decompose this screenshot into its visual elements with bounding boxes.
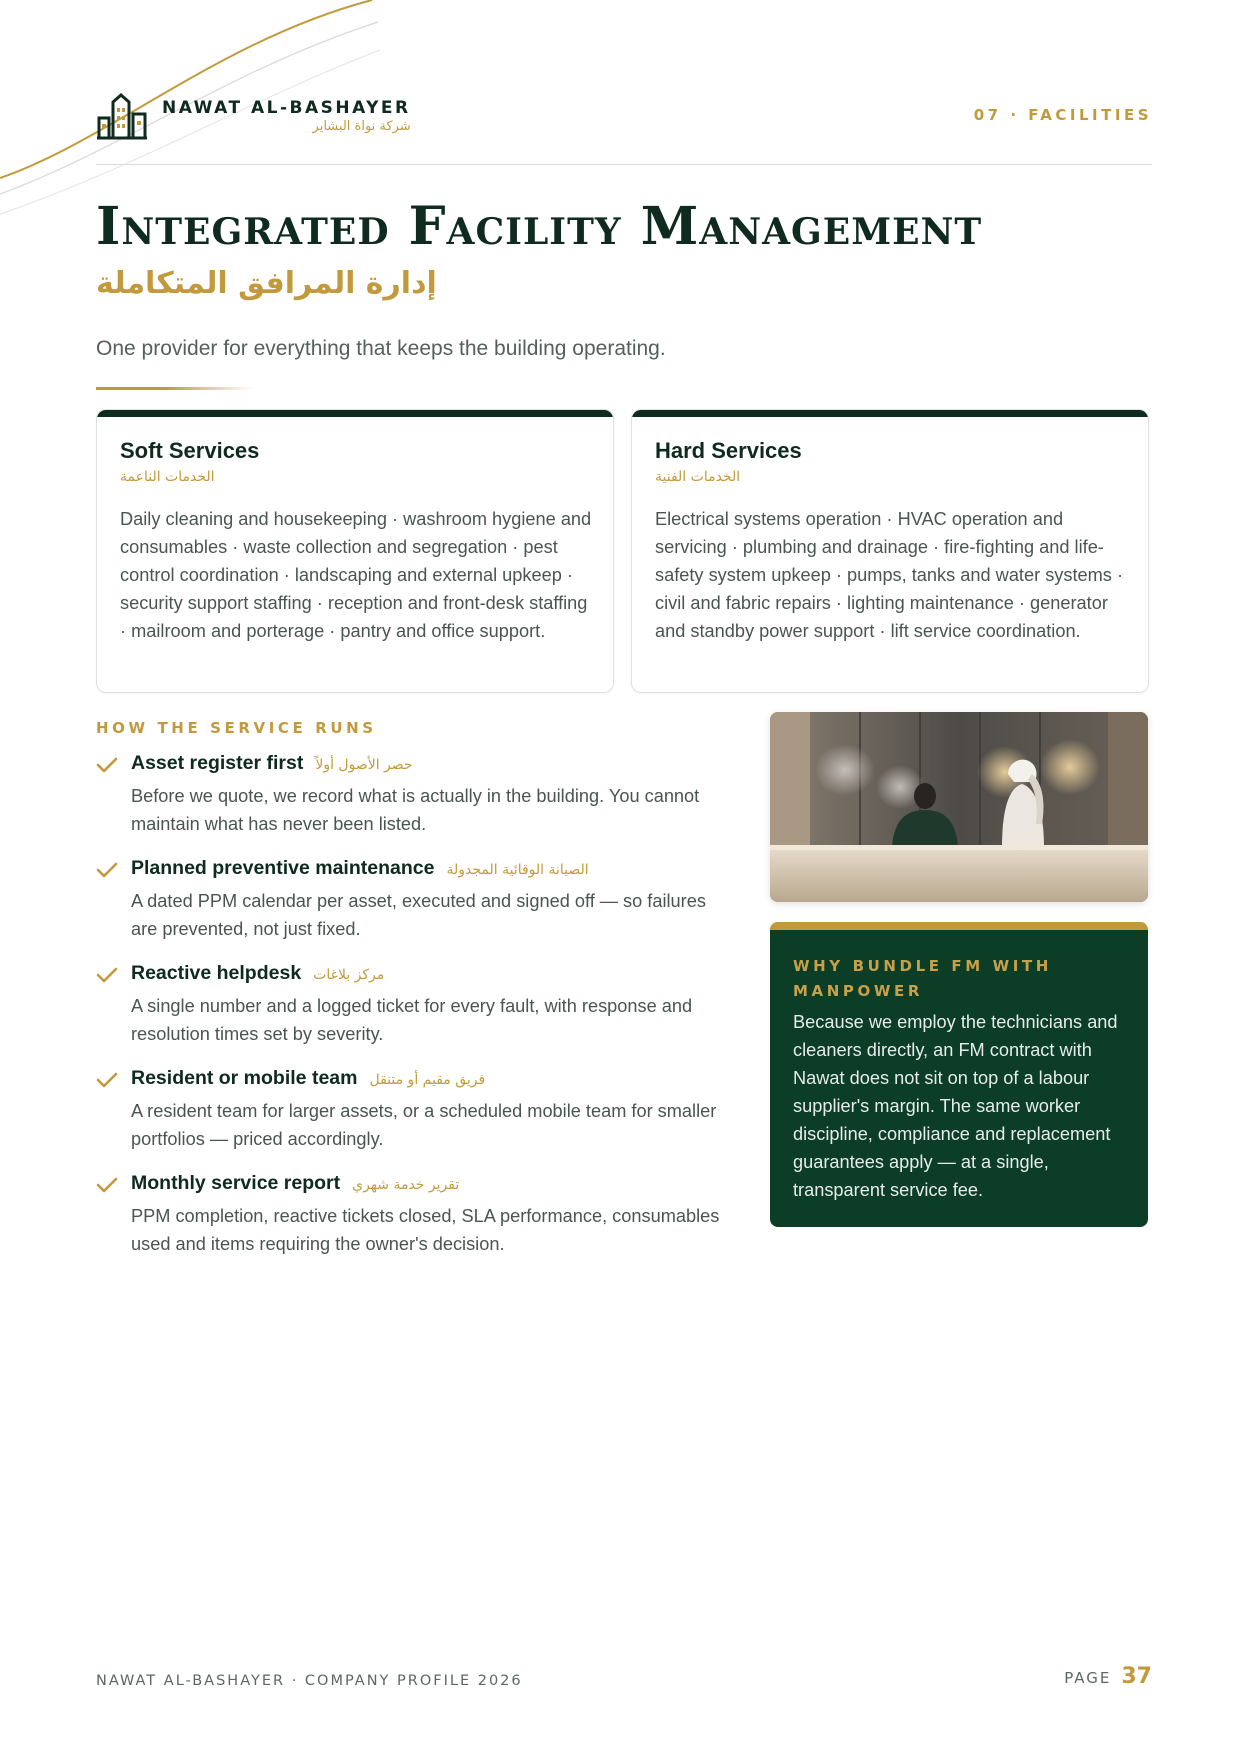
checkmark-icon xyxy=(96,1176,118,1194)
gold-divider xyxy=(96,387,252,390)
card-body: Electrical systems operation · HVAC operation and servicing · plumbing and drainage · fire-fighting and life-safety system upkeep · pumps, tanks and water systems · civil and fabric repairs · lighting maintenance · generator and standby power support · lift service coordination. xyxy=(655,509,1124,641)
list-item xyxy=(96,857,736,943)
card-body: Daily cleaning and housekeeping · washroom hygiene and consumables · waste collection and segregation · pest control coordination · landscaping and external upkeep · security support staffing · reception and front-desk staffing · mailroom and porterage · pantry and office support. xyxy=(120,509,592,641)
hard-services-card xyxy=(631,409,1149,693)
page-title-arabic: إدارة المرافق المتكاملة xyxy=(96,266,437,301)
brand-header xyxy=(96,92,411,140)
section-label-how: HOW THE SERVICE RUNS xyxy=(96,719,377,737)
step-title: Resident or mobile team xyxy=(131,1067,358,1089)
why-bundle-title: WHY BUNDLE FM WITH MANPOWER xyxy=(793,957,1052,1000)
list-item xyxy=(96,962,736,1048)
building-logo-icon xyxy=(96,92,148,140)
page-title: Integrated Facility Management xyxy=(96,196,983,257)
step-body: A dated PPM calendar per asset, executed and signed off — so failures are prevented, not just fixed. xyxy=(131,891,706,939)
header-divider xyxy=(96,164,1152,165)
why-bundle-panel xyxy=(770,922,1148,1227)
lead-text: One provider for everything that keeps the building operating. xyxy=(96,337,666,360)
step-title-arabic: مركز بلاغات xyxy=(313,967,385,983)
card-title-arabic: الخدمات الفنية xyxy=(655,469,741,485)
card-title-arabic: الخدمات الناعمة xyxy=(120,469,215,485)
step-title: Asset register first xyxy=(131,752,304,774)
list-item xyxy=(96,1172,736,1258)
step-title-arabic: حصر الأصول أولاً xyxy=(315,757,413,773)
step-title: Planned preventive maintenance xyxy=(131,857,435,879)
checkmark-icon xyxy=(96,1071,118,1089)
checkmark-icon xyxy=(96,966,118,984)
page-label: PAGE xyxy=(1064,1669,1112,1687)
service-steps-list xyxy=(96,752,736,1277)
chapter-label: 07 · FACILITIES xyxy=(973,106,1152,124)
checkmark-icon xyxy=(96,756,118,774)
checkmark-icon xyxy=(96,861,118,879)
footer-page xyxy=(1064,1664,1152,1689)
list-item xyxy=(96,752,736,838)
brand-name-arabic: شركة نواة البشاير xyxy=(312,118,411,134)
list-item xyxy=(96,1067,736,1153)
step-title: Reactive helpdesk xyxy=(131,962,302,984)
step-body: PPM completion, reactive tickets closed, SLA performance, consumables used and items requiring the owner's decision. xyxy=(131,1206,720,1254)
step-title-arabic: تقرير خدمة شهري xyxy=(352,1177,460,1193)
step-body: A single number and a logged ticket for every fault, with response and resolution times set by severity. xyxy=(131,996,693,1044)
page-number: 37 xyxy=(1121,1664,1152,1689)
step-title-arabic: فريق مقيم أو متنقل xyxy=(369,1072,486,1088)
step-body: A resident team for larger assets, or a scheduled mobile team for smaller portfolios — priced accordingly. xyxy=(131,1101,717,1149)
brand-name: NAWAT AL-BASHAYER xyxy=(162,97,411,118)
step-title: Monthly service report xyxy=(131,1172,341,1194)
soft-services-card xyxy=(96,409,614,693)
reception-photo xyxy=(770,712,1148,902)
card-title: Hard Services xyxy=(655,438,802,463)
step-body: Before we quote, we record what is actually in the building. You cannot maintain what has never been listed. xyxy=(131,786,700,834)
step-title-arabic: الصيانة الوقائية المجدولة xyxy=(446,862,589,878)
footer-company: NAWAT AL-BASHAYER · COMPANY PROFILE 2026 xyxy=(96,1673,523,1689)
card-title: Soft Services xyxy=(120,438,260,463)
why-bundle-body: Because we employ the technicians and cleaners directly, an FM contract with Nawat does not sit on top of a labour supplier's margin. The same worker discipline, compliance and replacement guarantees apply — at a single, transparent service fee. xyxy=(793,1012,1118,1200)
